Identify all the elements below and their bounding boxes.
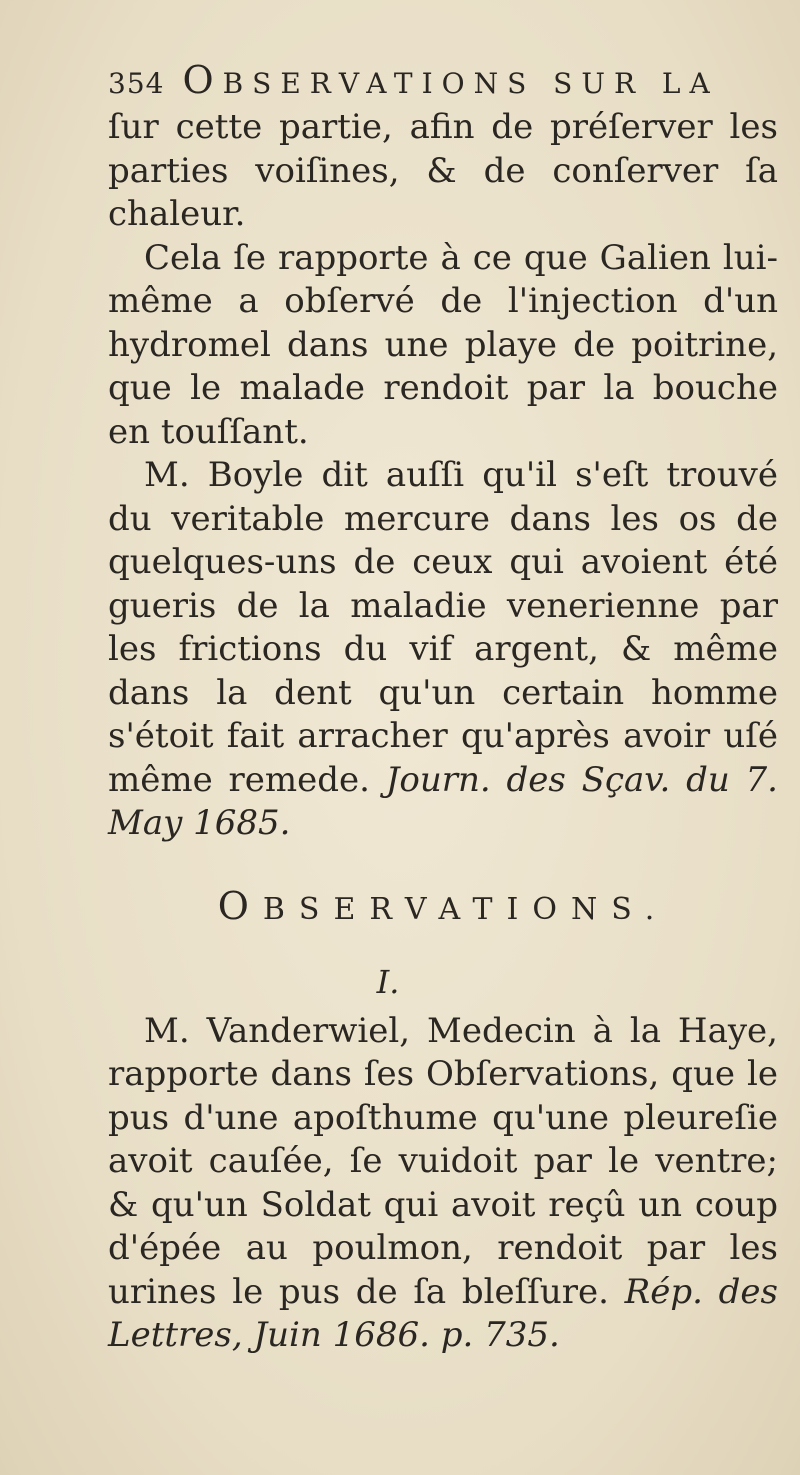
paragraph-boyle <box>108 454 778 846</box>
paragraph-vanderwiel-text: M. Vanderwiel, Medecin à la Haye, rapporte dans ſes Obſervations, que le pus d'une apoſthume qu'une pleureſie avoit cauſée, ſe vuidoit par le ventre; & qu'un Soldat qui avoit reçû un coup d'épée au poulmon, rendoit par les urines le pus de ſa bleſſure. <box>108 1010 778 1312</box>
paragraph-continuation: ſur cette partie, afin de préſerver les parties voiſines, & de conſerver ſa chaleur. <box>108 107 778 234</box>
running-title: BSERVATIONS SUR LA <box>222 67 719 100</box>
page-number: 354 <box>108 67 165 100</box>
observation-number: I. <box>376 962 400 1001</box>
paragraph-vanderwiel <box>108 1010 778 1358</box>
running-head <box>108 60 778 104</box>
paragraph-galien: Cela ſe rapporte à ce que Galien lui-même a obſervé de l'injection d'un hydromel dans une playe de poitrine, que le malade rendoit par la bouche en touſſant. <box>108 237 778 452</box>
section-heading-initial: O <box>217 883 263 928</box>
citation-republique: Rép. des Lettres, Juin 1686. p. 735. <box>108 1271 778 1355</box>
body-text-2 <box>108 1010 778 1358</box>
book-page <box>108 60 778 1358</box>
citation-journal: Journ. des Sçav. du 7. May 1685. <box>108 759 778 843</box>
body-text <box>108 106 778 846</box>
section-heading-text: BSERVATIONS. <box>262 891 669 927</box>
paragraph-boyle-text: M. Boyle dit auſſi qu'il s'eſt trouvé du veritable mercure dans les os de quelques-uns de ceux qui avoient été gueris de la maladie venerienne par les frictions du vif argent, & même dans la dent qu'un certain homme s'étoit fait arracher qu'après avoir uſé même remede. <box>108 455 778 800</box>
section-heading <box>108 883 778 930</box>
running-title-initial: O <box>182 58 223 102</box>
